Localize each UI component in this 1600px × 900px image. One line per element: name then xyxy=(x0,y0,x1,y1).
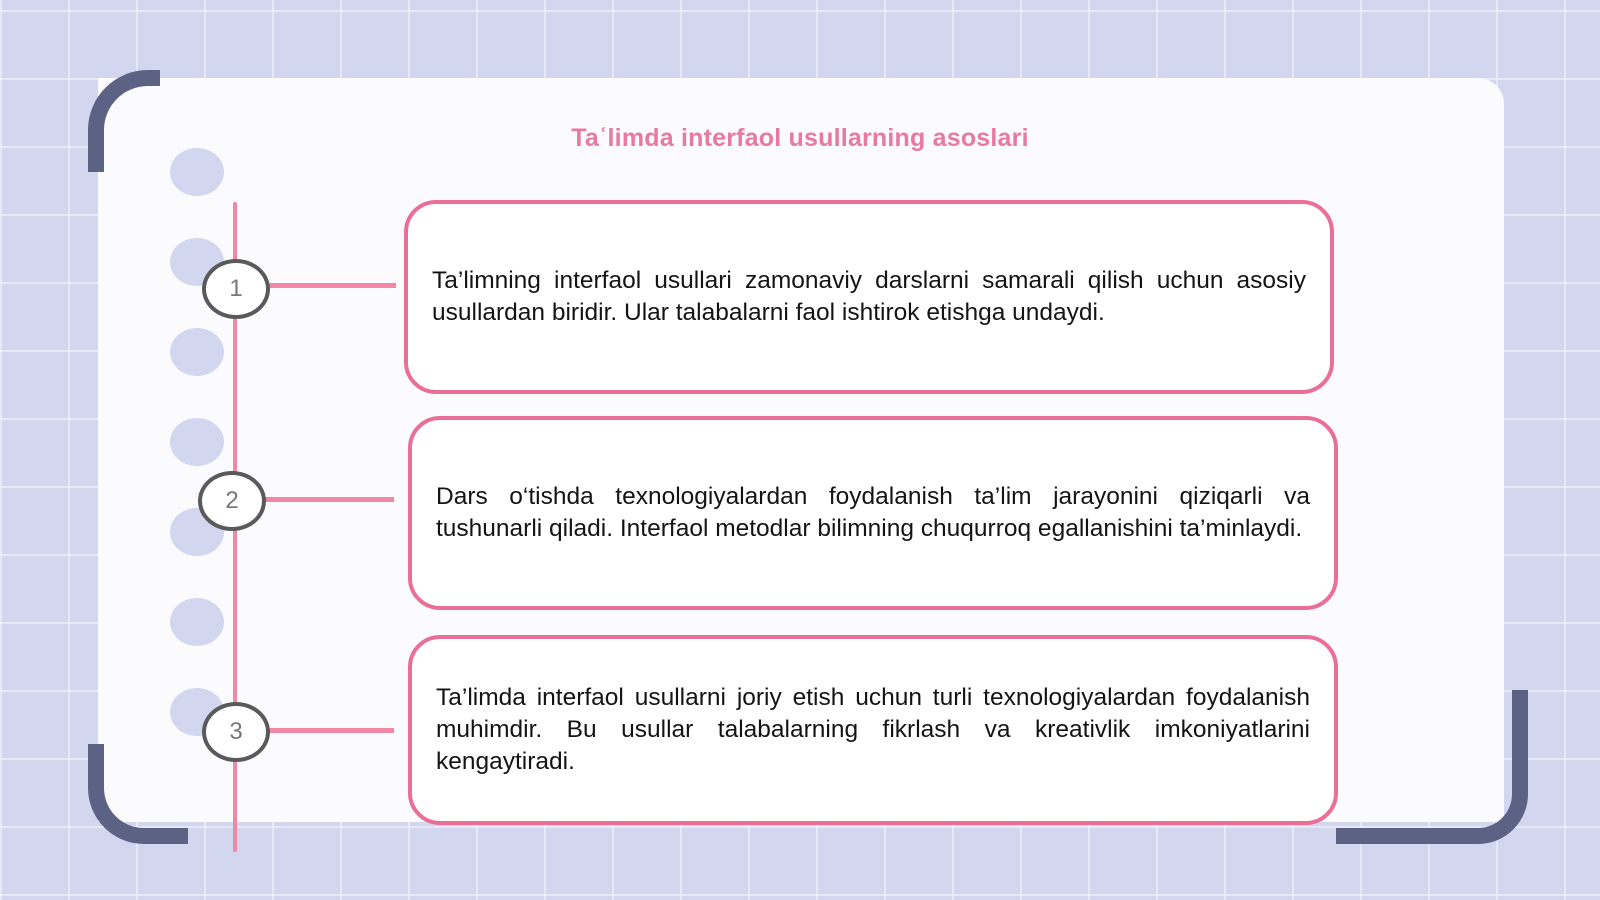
step-1-text: Ta’limning interfaol usullari zamonaviy darslarni samarali qilish uchun asosiy usullardan biridir. Ular talabalarni faol ishtirok etishga undaydi. xyxy=(432,267,1306,326)
sheet-scallop xyxy=(170,148,224,196)
corner-bracket-bottom-right xyxy=(1336,690,1528,844)
step-3-number: 3 xyxy=(202,702,270,762)
slide-title: Taʿlimda interfaol usullarning asoslari xyxy=(571,124,1029,152)
sheet-scallop xyxy=(170,328,224,376)
sheet-scallop xyxy=(170,418,224,466)
step-2-text: Dars o‘tishda texnologiyalardan foydalanish ta’lim jarayonini qiziqarli va tushunarli qiladi. Interfaol metodlar bilimning chuqurroq egallanishini ta’minlaydi. xyxy=(436,483,1310,542)
step-3-text: Ta’limda interfaol usullarni joriy etish uchun turli texnologiyalardan foydalanish muhimdir. Bu usullar talabalarning fikrlash va kreativlik imkoniyatlarini kengaytiradi. xyxy=(436,684,1310,775)
step-1-box xyxy=(404,200,1334,394)
step-2-connector xyxy=(264,497,394,502)
step-1-number: 1 xyxy=(202,259,270,319)
step-3-box xyxy=(408,635,1338,825)
step-2-number: 2 xyxy=(198,471,266,531)
step-1-connector xyxy=(268,283,396,288)
sheet-scallop xyxy=(170,598,224,646)
step-3-connector xyxy=(268,728,394,733)
step-2-box xyxy=(408,416,1338,610)
corner-bracket-bottom-left xyxy=(88,744,188,844)
